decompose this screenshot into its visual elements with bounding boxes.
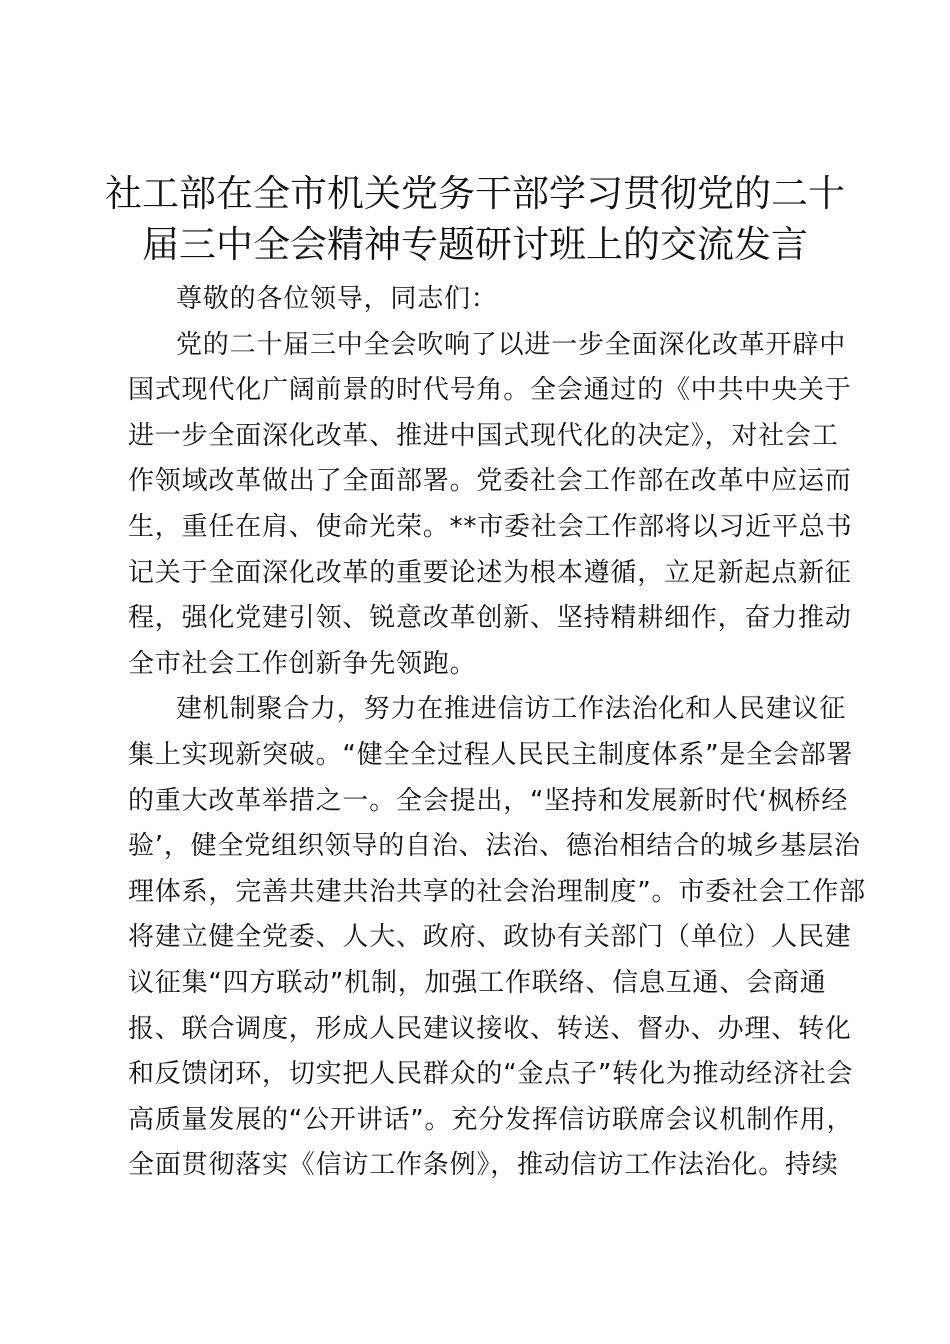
paragraph-line: 验’，健全党组织领导的自治、法治、德治相结合的城乡基层治 [128, 831, 861, 862]
paragraph-line: 建机制聚合力，努力在推进信访工作法治化和人民建议征 [176, 694, 847, 725]
paragraph-line: 全市社会工作创新争先领跑。 [128, 648, 477, 679]
title-line-2: 届三中全会精神专题研讨班上的交流发言 [142, 223, 808, 266]
paragraph-line: 进一步全面深化改革、推进中国式现代化的决定》，对社会工 [128, 420, 839, 451]
paragraph-1 [128, 327, 853, 692]
paragraph-2 [128, 691, 866, 1193]
paragraph-line: 报、联合调度，形成人民建议接收、转送、督办、办理、转化 [128, 1013, 852, 1044]
paragraph-line: 将建立健全党委、人大、政府、政协有关部门（单位）人民建 [128, 922, 852, 953]
paragraph-line: 生，重任在肩、使命光荣。**市委社会工作部将以习近平总书 [128, 511, 853, 542]
paragraph-line: 国式现代化广阔前景的时代号角。全会通过的《中共中央关于 [128, 375, 852, 406]
paragraph-line: 的重大改革举措之一。全会提出，“坚持和发展新时代‘枫桥经 [128, 785, 849, 816]
paragraph-line: 党的二十届三中全会吹响了以进一步全面深化改革开辟中 [176, 329, 847, 360]
paragraph-line: 集上实现新突破。“健全全过程人民民主制度体系”是全会部署 [128, 739, 854, 770]
document-title [100, 168, 850, 270]
document-body [128, 281, 866, 1193]
paragraph-line: 和反馈闭环，切实把人民群众的“金点子”转化为推动经济社会 [128, 1059, 854, 1090]
paragraph-line: 高质量发展的“公开讲话”。充分发挥信访联席会议机制作用， [128, 1104, 854, 1135]
paragraph-line: 全面贯彻落实《信访工作条例》，推动信访工作法治化。持续 [128, 1150, 839, 1181]
paragraph-line: 议征集“四方联动”机制，加强工作联络、信息互通、会商通 [128, 967, 827, 998]
salutation: 尊敬的各位领导，同志们： [176, 284, 498, 314]
paragraph-line: 理体系，完善共建共治共享的社会治理制度”。市委社会工作部 [128, 876, 866, 907]
paragraph-line: 记关于全面深化改革的重要论述为根本遵循，立足新起点新征 [128, 557, 852, 588]
title-line-1: 社工部在全市机关党务干部学习贯彻党的二十 [105, 172, 845, 215]
paragraph-line: 作领域改革做出了全面部署。党委社会工作部在改革中应运而 [128, 466, 852, 497]
paragraph-line: 程，强化党建引领、锐意改革创新、坚持精耕细作，奋力推动 [128, 603, 852, 634]
